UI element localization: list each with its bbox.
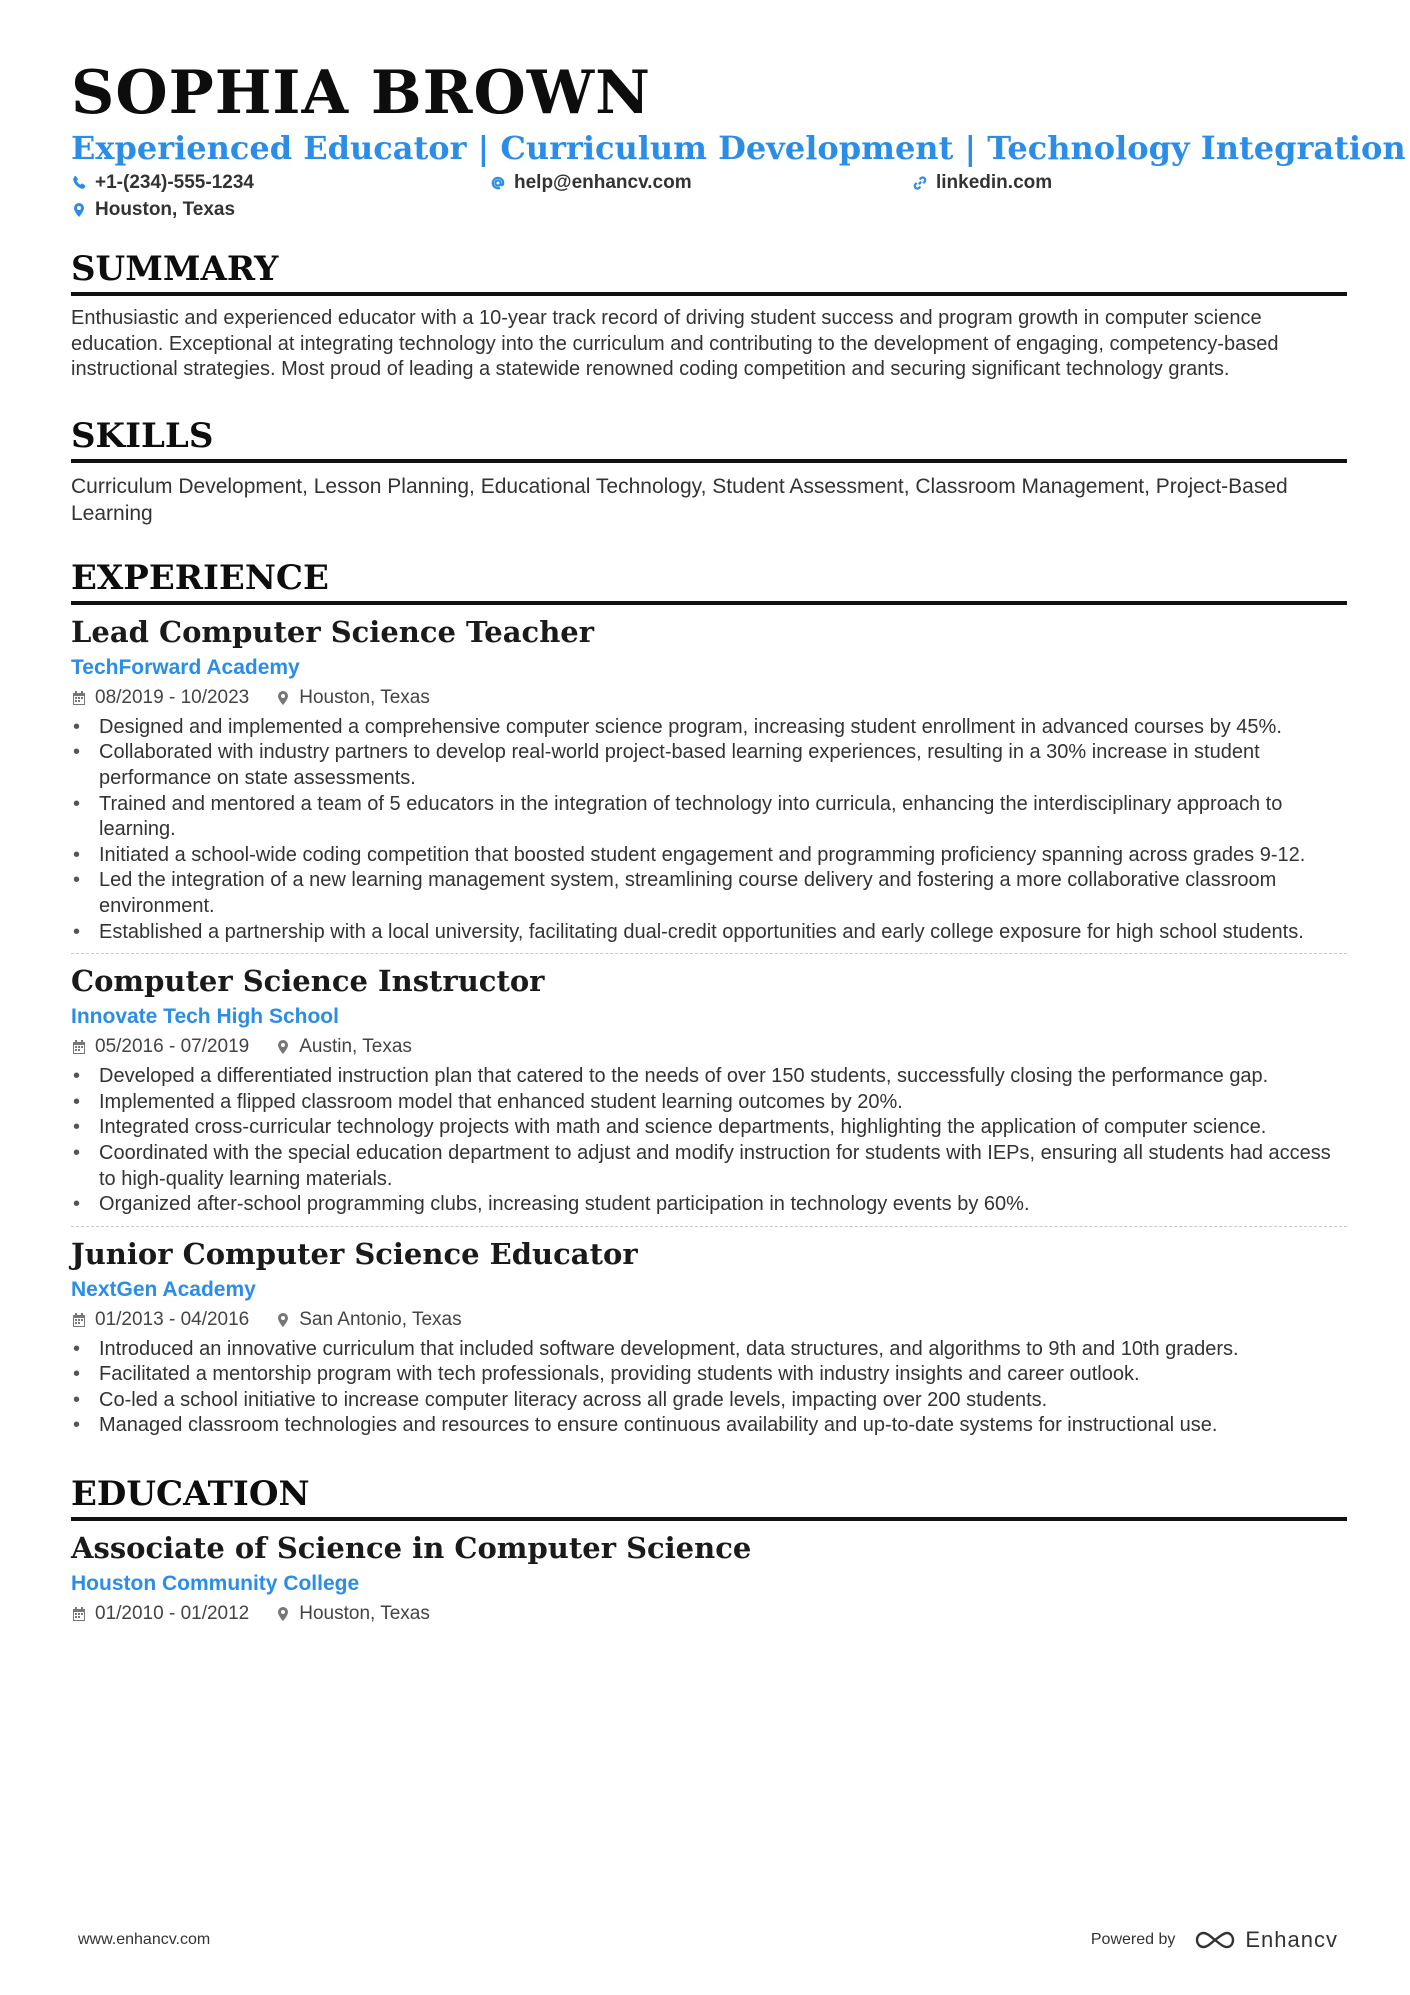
company-name: TechForward Academy xyxy=(71,655,300,679)
job-location xyxy=(275,1305,461,1335)
job-title: Computer Science Instructor xyxy=(71,964,545,999)
summary-text: Enthusiastic and experienced educator with a 10-year track record of driving student success and program growth in computer science education. Exceptional at integrating technology into the curriculum and contributing to the development of engaging, competency-based instructional strategies. Most proud of leading a statewide renowned coding competition and securing significant technology grants. xyxy=(71,307,1279,381)
footer xyxy=(78,1920,1338,1960)
phone-icon xyxy=(71,175,87,191)
job-meta xyxy=(71,1032,1347,1062)
list-item: • Integrated cross-curricular technology projects with math and science departments, highlighting the application of computer science. xyxy=(71,1115,1347,1141)
job-entry xyxy=(71,605,1347,945)
candidate-name: SOPHIA BROWN xyxy=(71,58,651,128)
email-contact[interactable] xyxy=(490,170,692,196)
resume-page xyxy=(71,58,1406,1629)
linkedin-contact[interactable] xyxy=(912,170,1052,196)
job-dates-text: 05/2016 - 07/2019 xyxy=(95,1036,250,1058)
location-contact xyxy=(71,197,235,223)
education-meta xyxy=(71,1599,1347,1629)
candidate-title: Experienced Educator | Curriculum Development | Technology Integration xyxy=(71,129,1406,167)
job-title: Junior Computer Science Educator xyxy=(71,1236,638,1271)
job-bullets xyxy=(71,1337,1347,1439)
list-item: • Developed a differentiated instruction plan that catered to the needs of over 150 students, successfully closing the performance gap. xyxy=(71,1064,1347,1090)
list-item: • Managed classroom technologies and resources to ensure continuous availability and up-to-date systems for instructional use. xyxy=(71,1413,1347,1439)
list-item: • Collaborated with industry partners to develop real-world project-based learning experiences, resulting in a 30% increase in student performance on state assessments. xyxy=(71,740,1347,791)
job-dates xyxy=(71,1305,249,1335)
list-item: • Designed and implemented a comprehensive computer science program, increasing student enrollment in advanced courses by 45%. xyxy=(71,715,1347,741)
phone-text: +1-(234)-555-1234 xyxy=(95,172,254,193)
calendar-icon xyxy=(71,1312,87,1328)
degree-title: Associate of Science in Computer Science xyxy=(71,1531,752,1566)
company-name: NextGen Academy xyxy=(71,1277,256,1301)
skills-text: Curriculum Development, Lesson Planning, Educational Technology, Student Assessment, Classroom Management, Project-Based Learning xyxy=(71,474,1288,525)
list-item: • Co-led a school initiative to increase computer literacy across all grade levels, impacting over 200 students. xyxy=(71,1388,1347,1414)
enhancv-logo-icon xyxy=(1193,1929,1237,1951)
calendar-icon xyxy=(71,1606,87,1622)
education-dates xyxy=(71,1599,249,1629)
job-location-text: San Antonio, Texas xyxy=(299,1308,462,1330)
location-pin-icon xyxy=(275,690,291,706)
brand-name: Enhancv xyxy=(1245,1927,1338,1952)
list-item: • Established a partnership with a local university, facilitating dual-credit opportunities and early college exposure for high school students. xyxy=(71,920,1347,946)
school-name: Houston Community College xyxy=(71,1572,360,1596)
footer-website[interactable]: www.enhancv.com xyxy=(78,1931,211,1948)
location-text: Houston, Texas xyxy=(95,199,236,220)
powered-by xyxy=(1091,1927,1338,1953)
list-item: • Organized after-school programming clubs, increasing student participation in technology events by 60%. xyxy=(71,1192,1347,1218)
linkedin-text: linkedin.com xyxy=(936,172,1053,193)
job-location xyxy=(275,1032,412,1062)
skills-heading: SKILLS xyxy=(71,415,1347,463)
link-icon xyxy=(912,175,928,191)
calendar-icon xyxy=(71,690,87,706)
brand-logo[interactable] xyxy=(1193,1927,1338,1953)
job-dates-text: 08/2019 - 10/2023 xyxy=(95,686,250,708)
location-pin-icon xyxy=(275,1606,291,1622)
summary-heading: SUMMARY xyxy=(71,248,1347,296)
job-entry xyxy=(71,953,1347,1218)
phone-contact[interactable] xyxy=(71,170,254,196)
education-entry xyxy=(71,1521,1347,1629)
location-pin-icon xyxy=(275,1312,291,1328)
job-dates-text: 01/2013 - 04/2016 xyxy=(95,1308,250,1330)
job-meta xyxy=(71,1305,1347,1335)
job-entry xyxy=(71,1226,1347,1439)
education-heading: EDUCATION xyxy=(71,1473,1347,1521)
job-bullets xyxy=(71,715,1347,945)
education-location xyxy=(275,1599,430,1629)
job-location-text: Austin, Texas xyxy=(299,1036,412,1058)
powered-by-text: Powered by xyxy=(1090,1931,1176,1948)
email-text: help@enhancv.com xyxy=(514,172,692,193)
job-bullets xyxy=(71,1064,1347,1218)
education-section xyxy=(71,1473,1347,1629)
summary-section xyxy=(71,248,1347,383)
list-item: • Led the integration of a new learning management system, streamlining course delivery and fostering a more collaborative classroom environment. xyxy=(71,868,1347,919)
skills-section xyxy=(71,415,1347,527)
company-name: Innovate Tech High School xyxy=(71,1005,339,1029)
experience-heading: EXPERIENCE xyxy=(71,557,1347,605)
location-pin-icon xyxy=(275,1039,291,1055)
job-dates xyxy=(71,1032,249,1062)
list-item: • Introduced an innovative curriculum that included software development, data structures, and algorithms to 9th and 10th graders. xyxy=(71,1337,1347,1363)
location-pin-icon xyxy=(71,202,87,218)
education-location-text: Houston, Texas xyxy=(299,1603,430,1625)
education-dates-text: 01/2010 - 01/2012 xyxy=(95,1603,250,1625)
list-item: • Implemented a flipped classroom model that enhanced student learning outcomes by 20%. xyxy=(71,1090,1347,1116)
job-title: Lead Computer Science Teacher xyxy=(71,614,595,649)
contact-info xyxy=(71,170,1347,226)
list-item: • Initiated a school-wide coding competition that boosted student engagement and programming proficiency spanning across grades 9-12. xyxy=(71,843,1347,869)
job-location xyxy=(275,683,430,713)
list-item: • Trained and mentored a team of 5 educators in the integration of technology into curricula, enhancing the interdisciplinary approach to learning. xyxy=(71,792,1347,843)
job-location-text: Houston, Texas xyxy=(299,686,430,708)
job-meta xyxy=(71,683,1347,713)
list-item: • Facilitated a mentorship program with tech professionals, providing students with industry insights and career outlook. xyxy=(71,1362,1347,1388)
list-item: • Coordinated with the special education department to adjust and modify instruction for students with IEPs, ensuring all students had access to high-quality learning materials. xyxy=(71,1141,1347,1192)
at-icon xyxy=(490,175,506,191)
calendar-icon xyxy=(71,1039,87,1055)
job-dates xyxy=(71,683,249,713)
experience-section xyxy=(71,557,1347,1439)
